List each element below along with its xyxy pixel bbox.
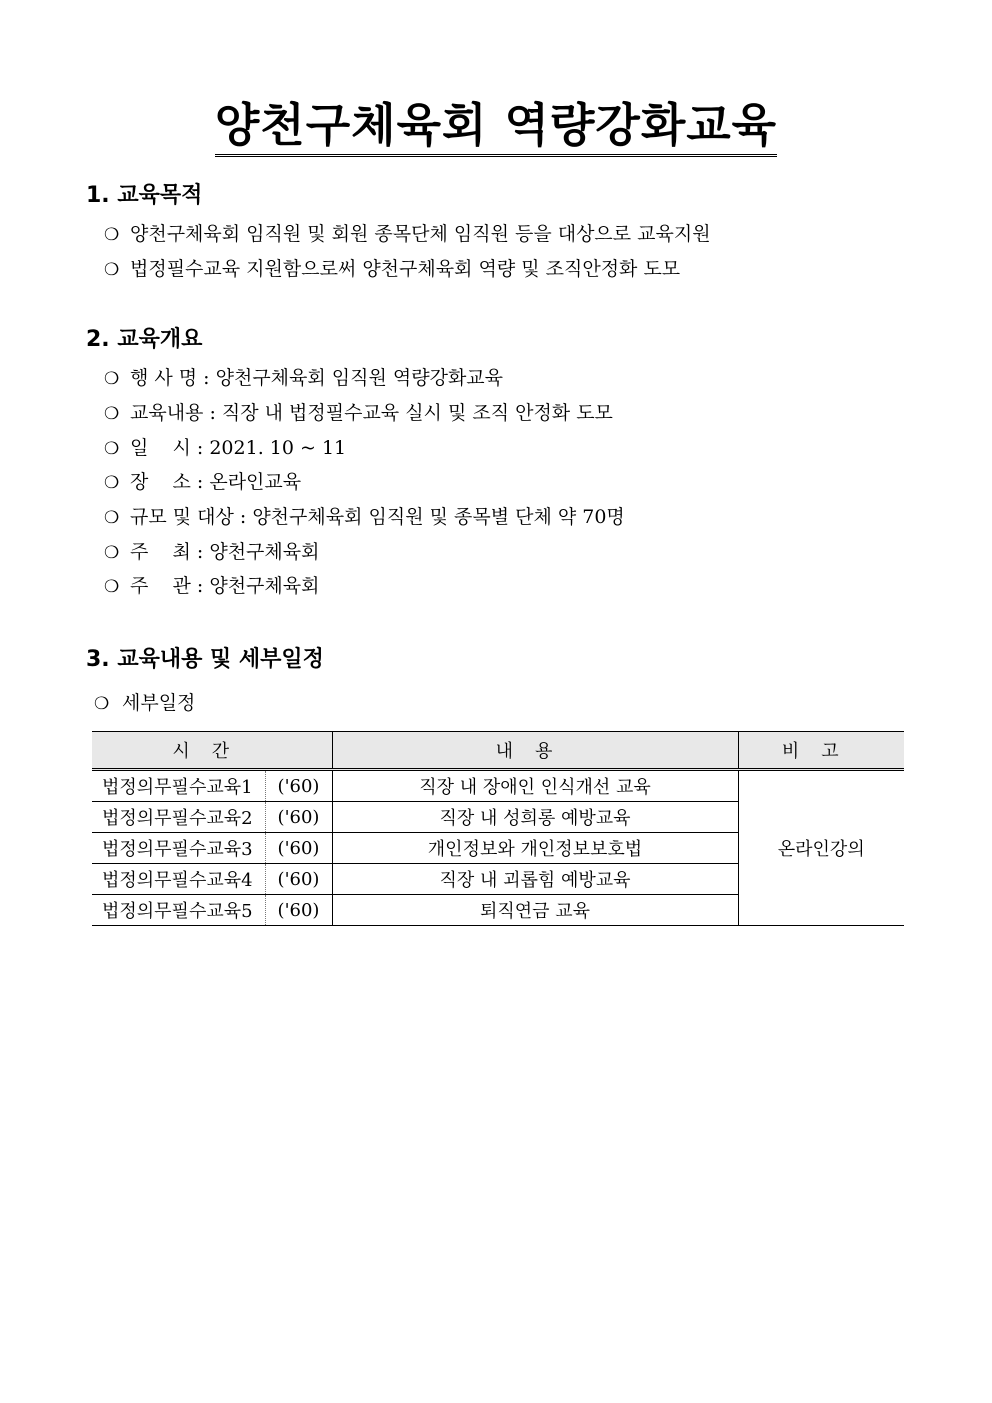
section-heading-purpose: 1. 교육목적 <box>86 183 203 208</box>
content-cell: 직장 내 성희롱 예방교육 <box>332 802 738 833</box>
overview-item: ❍ 규모 및 대상 : 양천구체육회 임직원 및 종목별 단체 약 70명 <box>104 506 625 528</box>
header-time: 시간 <box>92 732 332 770</box>
header-content: 내용 <box>332 732 738 770</box>
content-cell: 직장 내 장애인 인식개선 교육 <box>332 770 738 802</box>
circle-bullet-icon: ❍ <box>104 369 120 389</box>
duration-cell: ('60) <box>265 864 332 895</box>
circle-bullet-icon: ❍ <box>104 404 120 424</box>
duration-cell: ('60) <box>265 895 332 926</box>
purpose-item: ❍ 양천구체육회 임직원 및 회원 종목단체 임직원 등을 대상으로 교육지원 <box>104 223 711 245</box>
circle-bullet-icon: ❍ <box>104 543 120 563</box>
section-heading-schedule: 3. 교육내용 및 세부일정 <box>86 647 324 672</box>
circle-bullet-icon: ❍ <box>104 577 120 597</box>
duration-cell: ('60) <box>265 833 332 864</box>
duration-cell: ('60) <box>265 770 332 802</box>
schedule-label: ❍ 세부일정 <box>94 692 196 714</box>
overview-item: ❍ 주 관 : 양천구체육회 <box>104 575 320 597</box>
overview-item: ❍ 행 사 명 : 양천구체육회 임직원 역량강화교육 <box>104 367 504 389</box>
circle-bullet-icon: ❍ <box>94 694 110 714</box>
overview-item: ❍ 주 최 : 양천구체육회 <box>104 541 320 563</box>
circle-bullet-icon: ❍ <box>104 225 120 245</box>
table-row <box>92 770 904 802</box>
circle-bullet-icon: ❍ <box>104 260 120 280</box>
course-cell: 법정의무필수교육3 <box>92 833 265 864</box>
purpose-item: ❍ 법정필수교육 지원함으로써 양천구체육회 역량 및 조직안정화 도모 <box>104 258 681 280</box>
table-header-row <box>92 732 904 770</box>
content-cell: 개인정보와 개인정보보호법 <box>332 833 738 864</box>
overview-item: ❍ 일 시 : 2021. 10 ~ 11 <box>104 437 347 459</box>
course-cell: 법정의무필수교육2 <box>92 802 265 833</box>
circle-bullet-icon: ❍ <box>104 439 120 459</box>
overview-item: ❍ 장 소 : 온라인교육 <box>104 471 302 493</box>
note-cell: 온라인강의 <box>738 770 904 926</box>
circle-bullet-icon: ❍ <box>104 508 120 528</box>
schedule-table <box>92 731 904 926</box>
course-cell: 법정의무필수교육4 <box>92 864 265 895</box>
course-cell: 법정의무필수교육1 <box>92 770 265 802</box>
course-cell: 법정의무필수교육5 <box>92 895 265 926</box>
header-note: 비고 <box>738 732 904 770</box>
section-heading-overview: 2. 교육개요 <box>86 327 203 352</box>
circle-bullet-icon: ❍ <box>104 473 120 493</box>
content-cell: 직장 내 괴롭힘 예방교육 <box>332 864 738 895</box>
page-title: 양천구체육회 역량강화교육 <box>0 98 992 157</box>
overview-item: ❍ 교육내용 : 직장 내 법정필수교육 실시 및 조직 안정화 도모 <box>104 402 613 424</box>
duration-cell: ('60) <box>265 802 332 833</box>
content-cell: 퇴직연금 교육 <box>332 895 738 926</box>
